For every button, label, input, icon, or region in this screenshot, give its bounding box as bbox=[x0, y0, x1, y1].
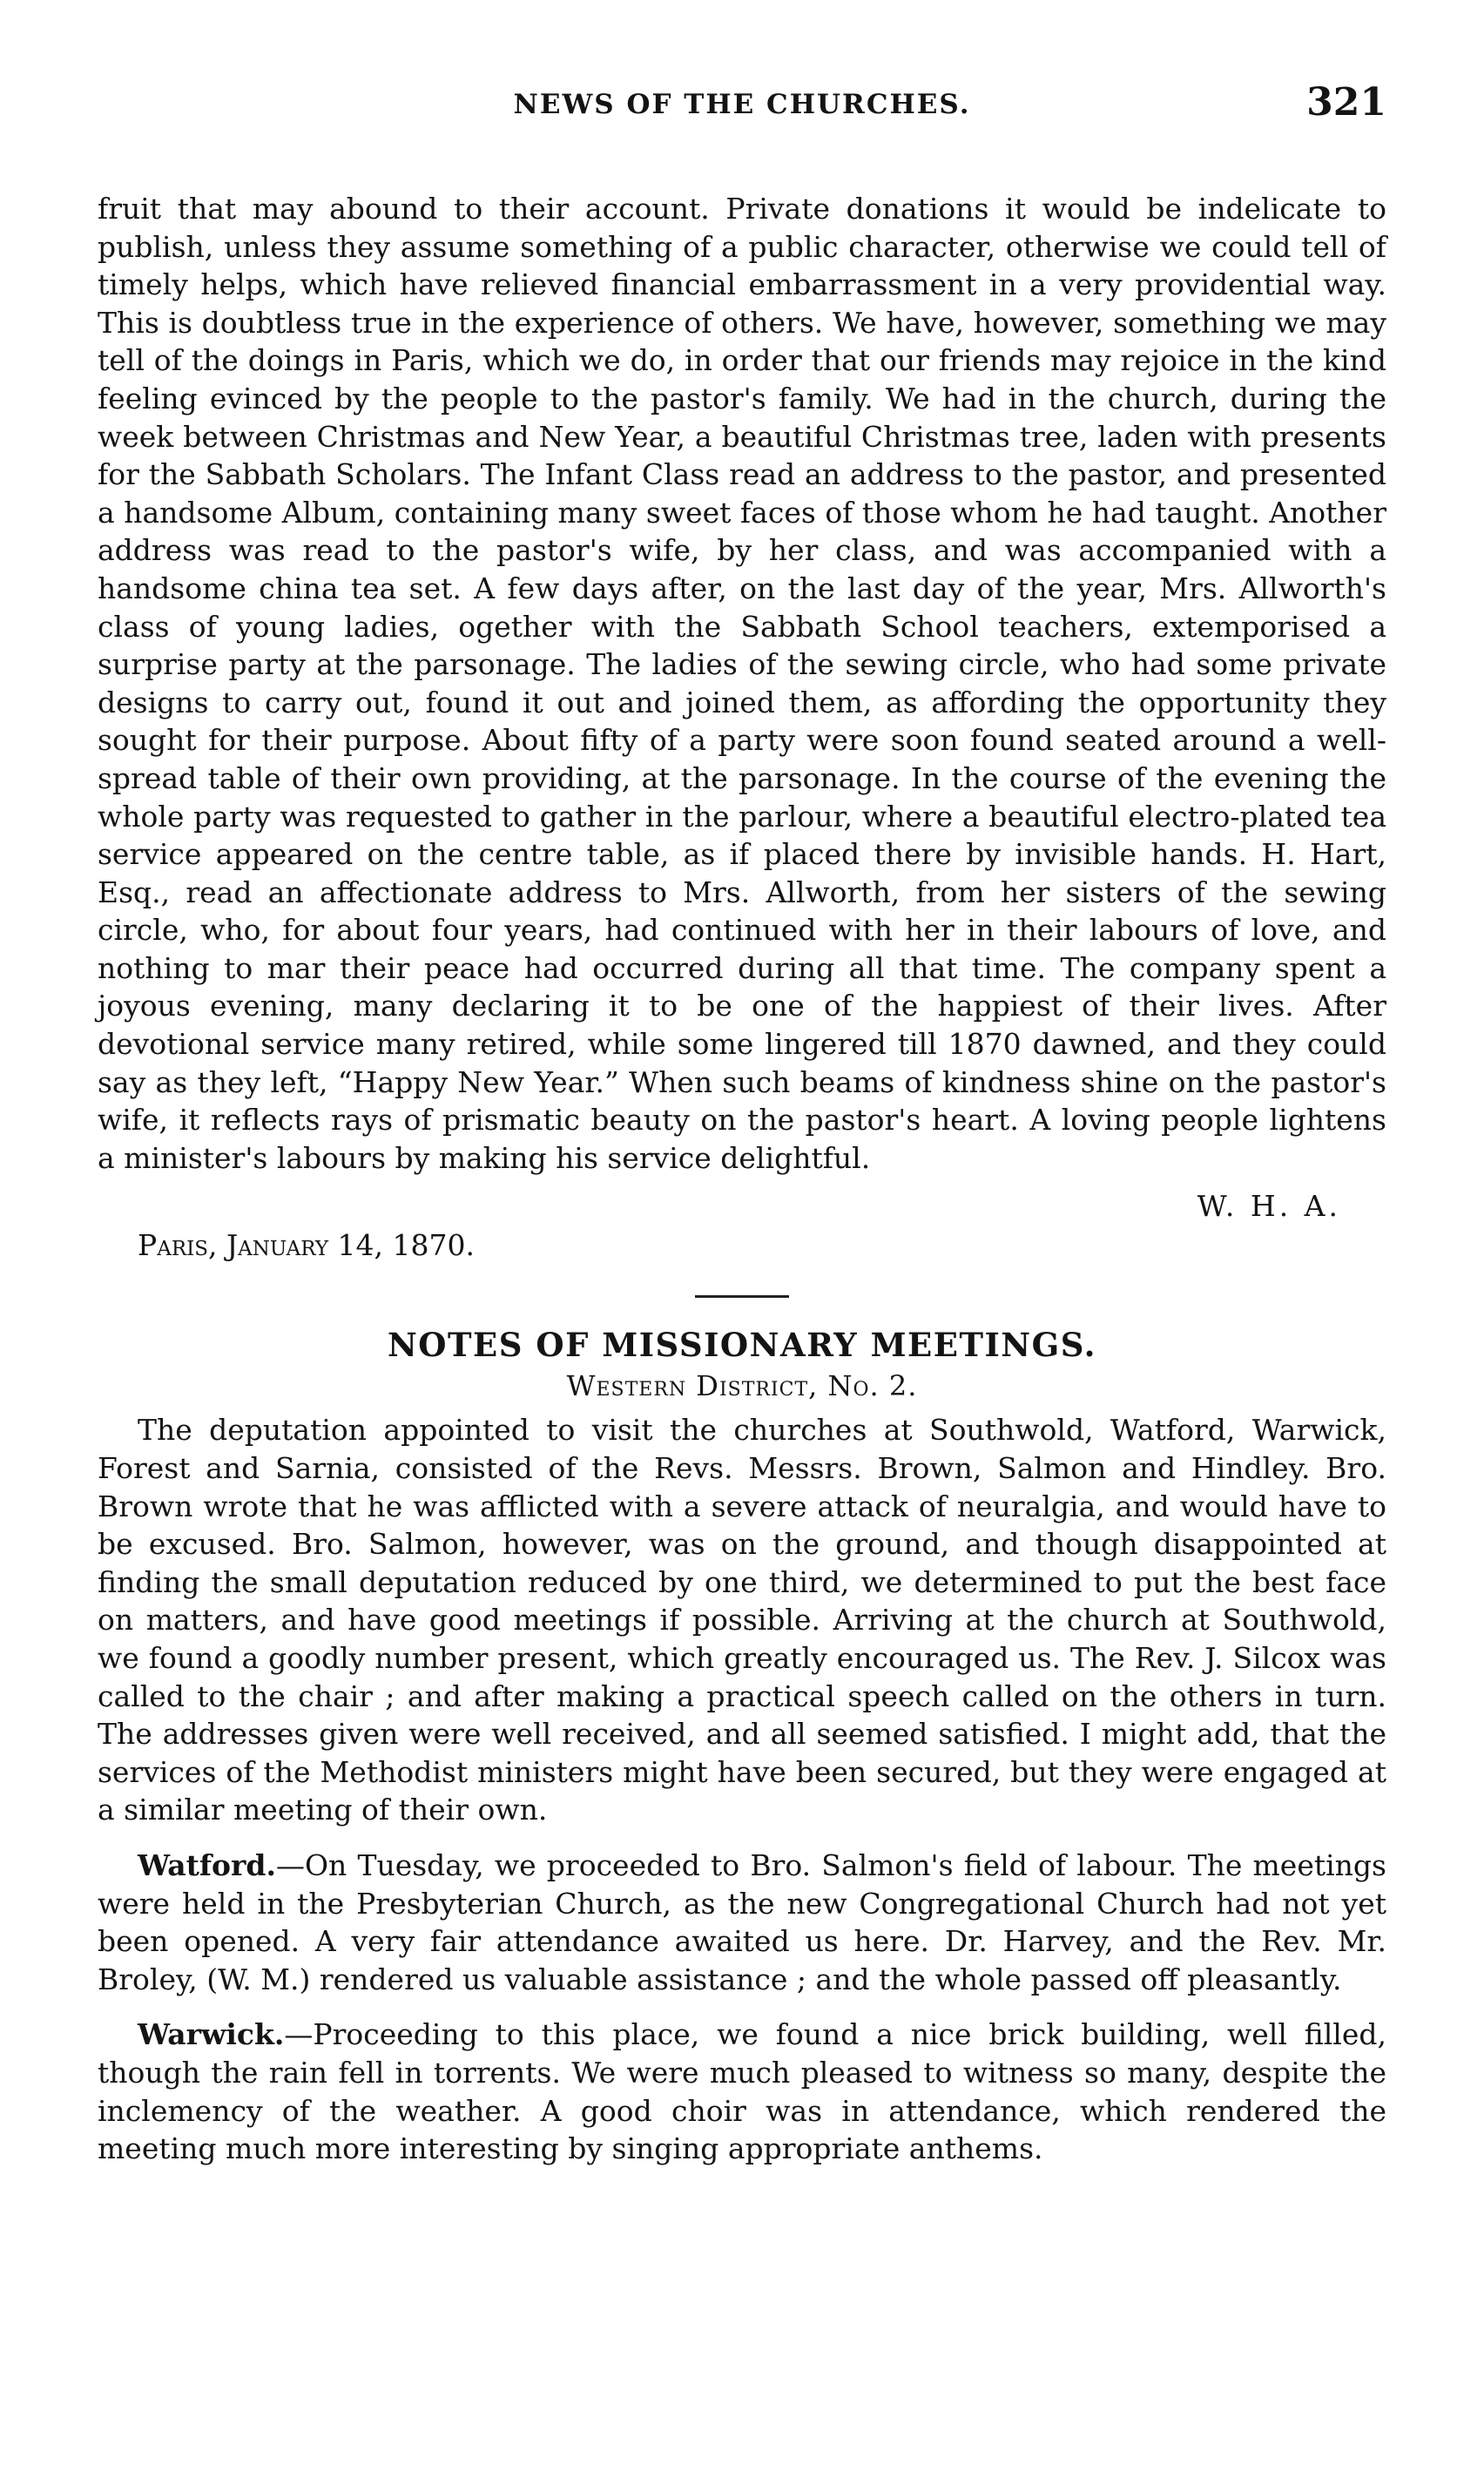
watford-text: —On Tuesday, we proceeded to Bro. Salmon's field of labour. The meetings were held in the Presbyterian Church, as the new Congregational Church had not yet been opened. A very fair attendance awaited us here. Dr. Harvey, and the Rev. Mr. Broley, (W. M.) rendered us valuable assistance ; and the whole passed off pleasantly. bbox=[98, 1847, 1386, 1996]
page bbox=[98, 80, 1386, 2168]
notes-intro-paragraph: The deputation appointed to visit the churches at Southwold, Watford, Warwick, Forest and Sarnia, consisted of the Revs. Messrs. Brown, Salmon and Hindley. Bro. Brown wrote that he was afflicted with a severe attack of neuralgia, and would have to be excused. Bro. Salmon, however, was on the ground, and though disappointed at finding the small deputation reduced by one third, we determined to put the best face on matters, and have good meetings if possible. Arriving at the church at Southwold, we found a goodly number present, which greatly encouraged us. The Rev. J. Silcox was called to the chair ; and after making a practical speech called on the others in turn. The addresses given were well received, and all seemed satisfied. I might add, that the services of the Methodist ministers might have been secured, but they were engaged at a similar meeting of their own. bbox=[98, 1413, 1386, 1827]
letter-dateline: Paris, January 14, 1870. bbox=[138, 1228, 475, 1263]
running-title: NEWS OF THE CHURCHES. bbox=[513, 89, 971, 120]
warwick-heading: Warwick. bbox=[138, 2017, 285, 2052]
page-number: 321 bbox=[1306, 80, 1386, 125]
letter-body: fruit that may abound to their account. Private donations it would be indelicate to publish, unless they assume something of a public character, otherwise we could tell of timely helps, which have relieved financial embarrassment in a very providential way. This is doubtless true in the experience of others. We have, however, something we may tell of the doings in Paris, which we do, in order that our friends may rejoice in the kind feeling evinced by the people to the pastor's family. We had in the church, during the week between Christmas and New Year, a beautiful Christmas tree, laden with presents for the Sabbath Scholars. The Infant Class read an address to the pastor, and presented a handsome Album, containing many sweet faces of those whom he had taught. Another address was read to the pastor's wife, by her class, and was accompanied with a handsome china tea set. A few days after, on the last day of the year, Mrs. Allworth's class of young ladies, ogether with the Sabbath School teachers, extemporised a surprise party at the parsonage. The ladies of the sewing circle, who had some private designs to carry out, found it out and joined them, as affording the opportunity they sought for their purpose. About fifty of a party were soon found seated around a well-spread table of their own providing, at the parsonage. In the course of the evening the whole party was requested to gather in the parlour, where a beautiful electro-plated tea service appeared on the centre table, as if placed there by invisible hands. H. Hart, Esq., read an affectionate address to Mrs. Allworth, from her sisters of the sewing circle, who, for about four years, had continued with her in their labours of love, and nothing to mar their peace had occurred during all that time. The company spent a joyous evening, many declaring it to be one of the happiest of their lives. After devotional service many retired, while some lingered till 1870 dawned, and they could say as they left, “Happy New Year.” When such beams of kindness shine on the pastor's wife, it reflects rays of prismatic beauty on the pastor's heart. A loving people lightens a minister's labours by making his service delightful. bbox=[98, 192, 1386, 1175]
warwick-paragraph bbox=[98, 2016, 1386, 2167]
section-subtitle: Western District, No. 2. bbox=[566, 1369, 918, 1403]
warwick-text: —Proceeding to this place, we found a nice brick building, well filled, though the rain fell in torrents. We were much pleased to witness so many, despite the inclemency of the weather. A good choir was in attendance, which rendered the meeting much more interesting by singing appropriate anthems. bbox=[98, 2017, 1386, 2166]
watford-heading: Watford. bbox=[138, 1847, 276, 1882]
running-head bbox=[98, 80, 1386, 129]
section-title: NOTES OF MISSIONARY MEETINGS. bbox=[387, 1326, 1097, 1365]
letter-signature: W. H. A. bbox=[1197, 1189, 1341, 1224]
section-divider bbox=[695, 1295, 789, 1298]
watford-paragraph bbox=[98, 1847, 1386, 1998]
